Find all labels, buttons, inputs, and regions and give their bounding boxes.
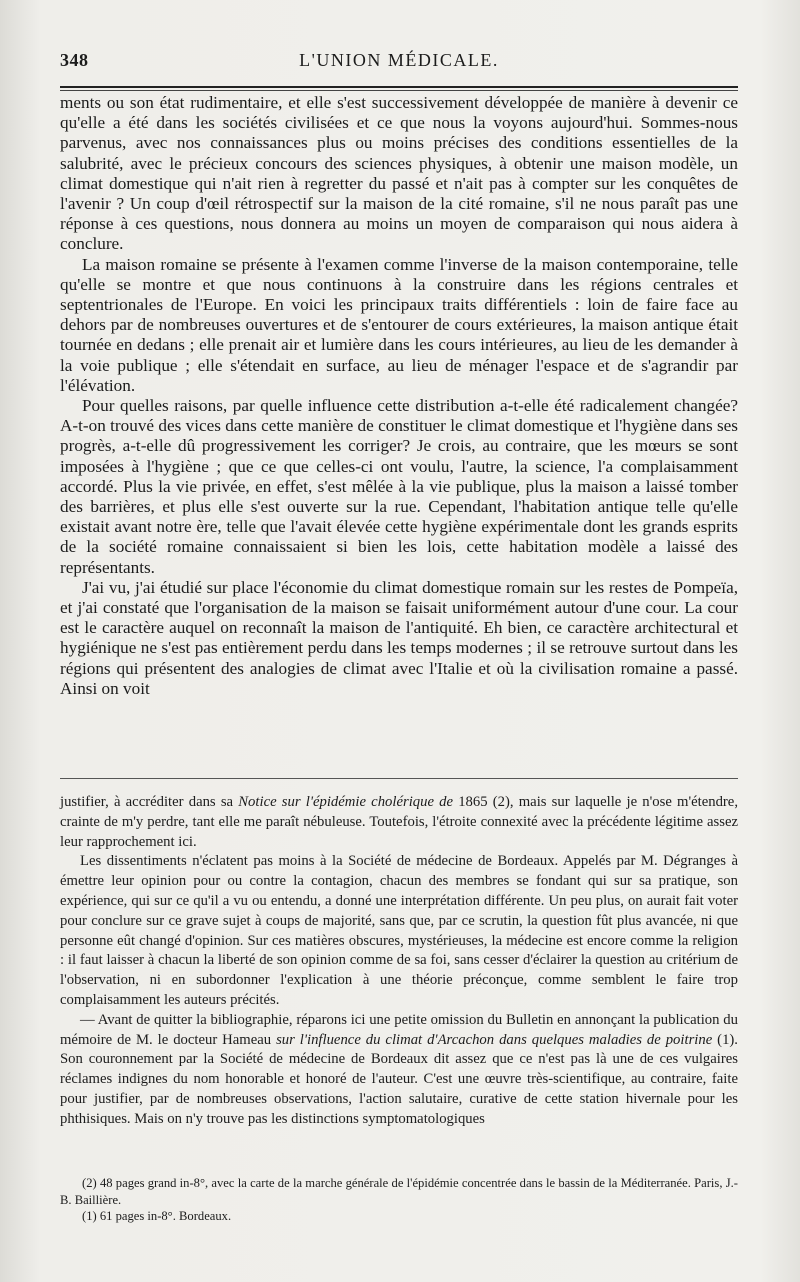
page-number: 348 xyxy=(60,50,89,70)
main-text xyxy=(60,93,738,699)
note-paragraph-2: Les dissentiments n'éclatent pas moins à la Société de médecine de Bordeaux. Appelés par M. Dégranges à émettre leur opinion pour ou contre la contagion, chacun des membres se fondant qui sur sa pratique, son expérience, qui sur ce qu'il a vu ou entendu, a donné une interprétation différente. Un peu plus, on aurait fait voter pour conclure sur ce grave sujet à coups de majorité, sans que, par ce scrutin, la question fût plus avancée, ni que personne eût changé d'opinion. Sur ces matières obscures, mystérieuses, la médecine est encore comme la religion : il faut laisser à chacun la liberté de son opinion comme de sa foi, sans cesser d'éclairer la question au critérium de l'observation, ni en subordonner l'explication à une théorie préconçue, comme semblent le faire trop complaisamment les auteurs précités. xyxy=(60,853,738,1008)
body-paragraph-2: La maison romaine se présente à l'examen comme l'inverse de la maison contemporaine, telle qu'elle se montre et que nous continuons à la construire dans les régions centrales et septentrionales de l'Europe. En voici les principaux traits différentiels : loin de faire face au dehors par de nombreuses ouvertures et de s'entourer de cours extérieures, la maison antique était tournée en dedans ; elle prenait air et lumière dans les cours intérieures, au lieu de les demander à la voie publique ; elle s'étendait en surface, au lieu de ménager l'espace et de s'agrandir par l'élévation. xyxy=(60,254,738,395)
note-1-italic-title: Notice sur l'épidémie cholérique de xyxy=(238,794,454,810)
header-rule-thin xyxy=(60,90,738,91)
running-title: L'UNION MÉDICALE. xyxy=(299,50,499,70)
body-paragraph-4: J'ai vu, j'ai étudié sur place l'économie du climat domestique romain sur les restes de Pompeïa, et j'ai constaté que l'organisation de la maison se faisait uniformément autour d'une cour. La cour est le caractère auquel on reconnaît la maison de l'antiquité. Eh bien, ce caractère architectural et hygiénique ne s'est pas entièrement perdu dans les temps modernes ; il se retrouve surtout dans les régions qui présentent des analogies de climat avec l'Italie et où la civilisation romaine a passé. Ainsi on voit xyxy=(60,577,738,698)
page-header xyxy=(60,50,738,80)
notes-separator xyxy=(60,778,738,779)
note-3-text-a: — Avant de quitter la bibliographie, réparons ici une petite omission du Bulletin en annonçant la publication du mémoire de M. le docteur Hameau xyxy=(60,1011,738,1048)
note-1-text-a: justifier, à accréditer dans sa xyxy=(60,794,239,810)
note-paragraph-3 xyxy=(60,1011,738,1130)
footnotes xyxy=(60,1175,738,1225)
footnote-1: (1) 61 pages in-8°. Bordeaux. xyxy=(82,1209,232,1223)
note-3-text-b: (1). Son couronnement par la Société de médecine de Bordeaux dit assez que ce n'est pas là une de ces vulgaires réclames indignes du nom honorable et honoré de l'auteur. C'est une œuvre très-scientifique, au contraire, faite pour justifier, par de nombreuses observations, l'action salutaire, curative de cette station hivernale pour les phthisiques. Mais on n'y trouve pas les distinctions symptomatologiques xyxy=(60,1031,738,1127)
notes-section xyxy=(60,793,738,1130)
note-paragraph-1 xyxy=(60,793,738,852)
note-1-text-b: 1865 (2), mais sur laquelle je n'ose m'étendre, crainte de m'y perdre, tant elle me paraît nébuleuse. Toutefois, l'étroite connexité avec la précédente légitime assez leur rapprochement ici. xyxy=(60,794,738,850)
footnote-2: (2) 48 pages grand in-8°, avec la carte de la marche générale de l'épidémie concentrée dans le bassin de la Méditerranée. Paris, J.-B. Baillière. xyxy=(60,1176,738,1207)
header-rule-thick xyxy=(60,86,738,88)
note-3-italic-title: sur l'influence du climat d'Arcachon dans quelques maladies de poitrine xyxy=(276,1031,713,1048)
body-paragraph-1: ments ou son état rudimentaire, et elle s'est successivement développée de manière à devenir ce qu'elle a été dans les sociétés civilisées et ce que nous la voyons aujourd'hui. Sommes-nous parvenus, avec nos connaissances plus ou moins précises des conditions essentielles de la salubrité, avec le précieux concours des sciences physiques, à obtenir une maison modèle, un climat domestique qui n'ait rien à regretter du passé et n'ait pas à compter sur les conquêtes de l'avenir ? Un coup d'œil rétrospectif sur la maison de la cité romaine, s'il ne nous paraît pas une réponse à ces questions, nous donnera au moins un moyen de comparaison qui nous aidera à conclure. xyxy=(60,93,738,254)
body-paragraph-3: Pour quelles raisons, par quelle influence cette distribution a-t-elle été radicalement changée? A-t-on trouvé des vices dans cette manière de constituer le climat domestique et l'hygiène dans ses progrès, a-t-elle dû progressivement les corriger? Je crois, au contraire, que les mœurs se sont imposées à l'hygiène ; que ce que celles-ci ont voulu, l'autre, la science, l'a complaisamment accordé. Plus la vie privée, en effet, s'est mêlée à la vie publique, plus la maison a laissé tomber des barrières, et plus elle s'est ouverte sur la rue. Cependant, l'habitation antique telle qu'elle existait avant notre ère, telle que l'avait élevée cette hygiène expérimentale dont les grands esprits de la société romaine connaissaient si bien les lois, cette habitation modèle a laissé des représentants. xyxy=(60,396,738,577)
